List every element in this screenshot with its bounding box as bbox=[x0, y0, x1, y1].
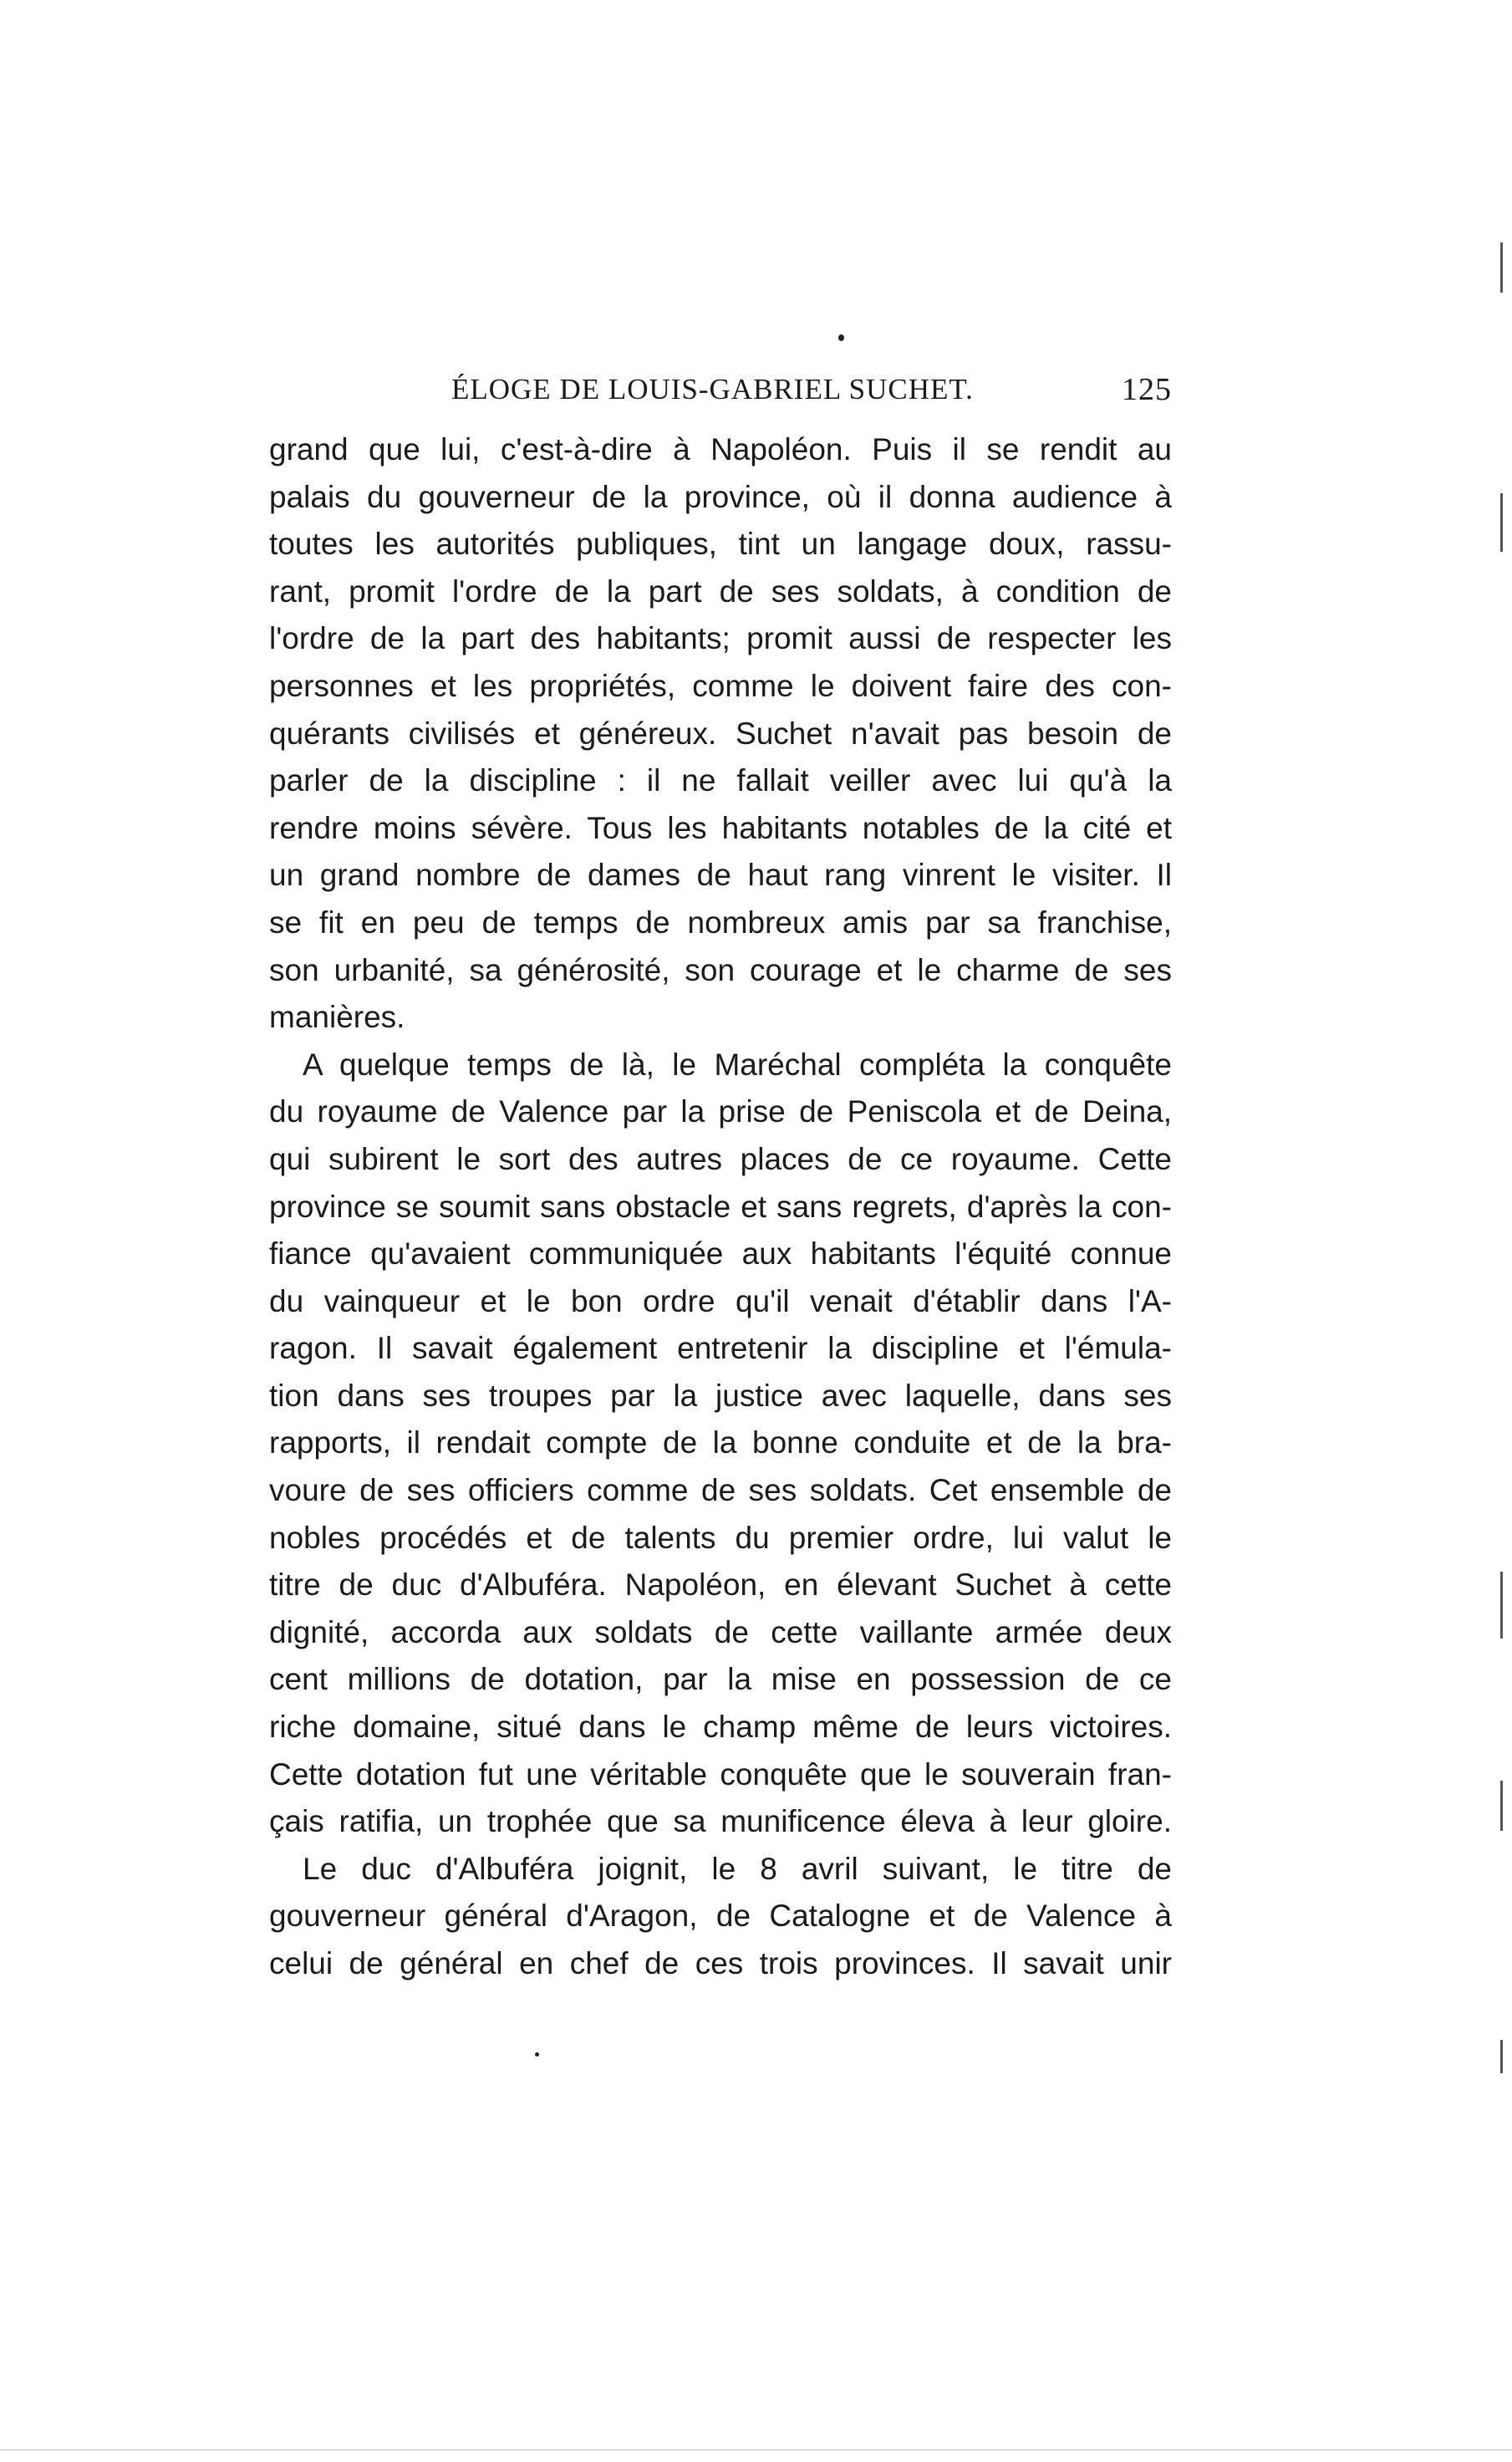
text-line: A quelque temps de là, le Maréchal compléta la conquête bbox=[303, 1047, 1172, 1082]
text-line: toutes les autorités publiques, tint un langage doux, rassu- bbox=[269, 527, 1172, 562]
page-number: 125 bbox=[1122, 372, 1172, 407]
text-line: Le duc d'Albuféra joignit, le 8 avril suivant, le titre de bbox=[303, 1851, 1172, 1886]
text-line: Cette dotation fut une véritable conquête que le souverain fran- bbox=[269, 1756, 1172, 1792]
text-line: se fit en peu de temps de nombreux amis par sa franchise, bbox=[269, 905, 1172, 940]
running-head bbox=[269, 368, 1172, 418]
text-line: personnes et les propriétés, comme le doivent faire des con- bbox=[269, 668, 1172, 703]
text-line: rendre moins sévère. Tous les habitants notables de la cité et bbox=[269, 810, 1172, 845]
scan-edge-mark bbox=[1500, 493, 1503, 552]
ink-speck bbox=[838, 334, 844, 341]
scan-edge-mark bbox=[1500, 242, 1503, 293]
scan-edge-mark bbox=[1500, 2040, 1503, 2073]
paragraph-2 bbox=[269, 1042, 1172, 1846]
text-line: du vainqueur et le bon ordre qu'il venait d'établir dans l'A- bbox=[269, 1283, 1172, 1318]
paragraph-1 bbox=[269, 426, 1172, 1042]
text-line: fiance qu'avaient communiquée aux habitants l'équité connue bbox=[269, 1236, 1172, 1272]
text-line: du royaume de Valence par la prise de Peniscola et de Deina, bbox=[269, 1094, 1172, 1129]
ink-speck bbox=[535, 2052, 539, 2057]
text-line: manières. bbox=[269, 1000, 405, 1035]
text-line: province se soumit sans obstacle et sans regrets, d'après la con- bbox=[269, 1189, 1172, 1224]
text-line: rant, promit l'ordre de la part de ses soldats, à condition de bbox=[269, 573, 1172, 609]
scan-edge-mark bbox=[1500, 1781, 1503, 1831]
text-line: gouverneur général d'Aragon, de Catalogne et de Valence à bbox=[269, 1899, 1172, 1934]
text-line: nobles procédés et de talents du premier ordre, lui valut le bbox=[269, 1520, 1172, 1555]
text-line: parler de la discipline : il ne fallait veiller avec lui qu'à la bbox=[269, 763, 1172, 798]
text-line: tion dans ses troupes par la justice avec laquelle, dans ses bbox=[269, 1378, 1172, 1413]
text-line: grand que lui, c'est-à-dire à Napoléon. Puis il se rendit au bbox=[269, 432, 1172, 466]
text-line: celui de général en chef de ces trois provinces. Il savait unir bbox=[269, 1946, 1172, 1980]
running-title: ÉLOGE DE LOUIS-GABRIEL SUCHET. bbox=[451, 373, 974, 405]
paragraph-3 bbox=[269, 1846, 1172, 1988]
text-line: çais ratifia, un trophée que sa munificence éleva à leur gloire. bbox=[269, 1804, 1172, 1839]
text-line: dignité, accorda aux soldats de cette vaillante armée deux bbox=[269, 1614, 1172, 1649]
text-line: rapports, il rendait compte de la bonne conduite et de la bra- bbox=[269, 1425, 1172, 1460]
text-line: riche domaine, situé dans le champ même de leurs victoires. bbox=[269, 1710, 1172, 1745]
scan-edge-mark bbox=[0, 2449, 1512, 2450]
scan-edge-mark bbox=[1500, 1572, 1503, 1639]
text-line: cent millions de dotation, par la mise en possession de ce bbox=[269, 1662, 1172, 1697]
text-line: un grand nombre de dames de haut rang vinrent le visiter. Il bbox=[269, 858, 1172, 893]
text-line: son urbanité, sa générosité, son courage et le charme de ses bbox=[269, 952, 1172, 987]
text-line: l'ordre de la part des habitants; promit aussi de respecter les bbox=[269, 621, 1172, 656]
text-line: titre de duc d'Albuféra. Napoléon, en élevant Suchet à cette bbox=[269, 1567, 1172, 1603]
text-line: ragon. Il savait également entretenir la discipline et l'émula- bbox=[269, 1331, 1172, 1366]
text-line: voure de ses officiers comme de ses soldats. Cet ensemble de bbox=[269, 1473, 1172, 1508]
text-line: palais du gouverneur de la province, où il donna audience à bbox=[269, 479, 1172, 514]
text-line: quérants civilisés et généreux. Suchet n'avait pas besoin de bbox=[269, 716, 1172, 751]
body-text bbox=[269, 426, 1172, 1988]
text-line: qui subirent le sort des autres places de ce royaume. Cette bbox=[269, 1141, 1172, 1176]
